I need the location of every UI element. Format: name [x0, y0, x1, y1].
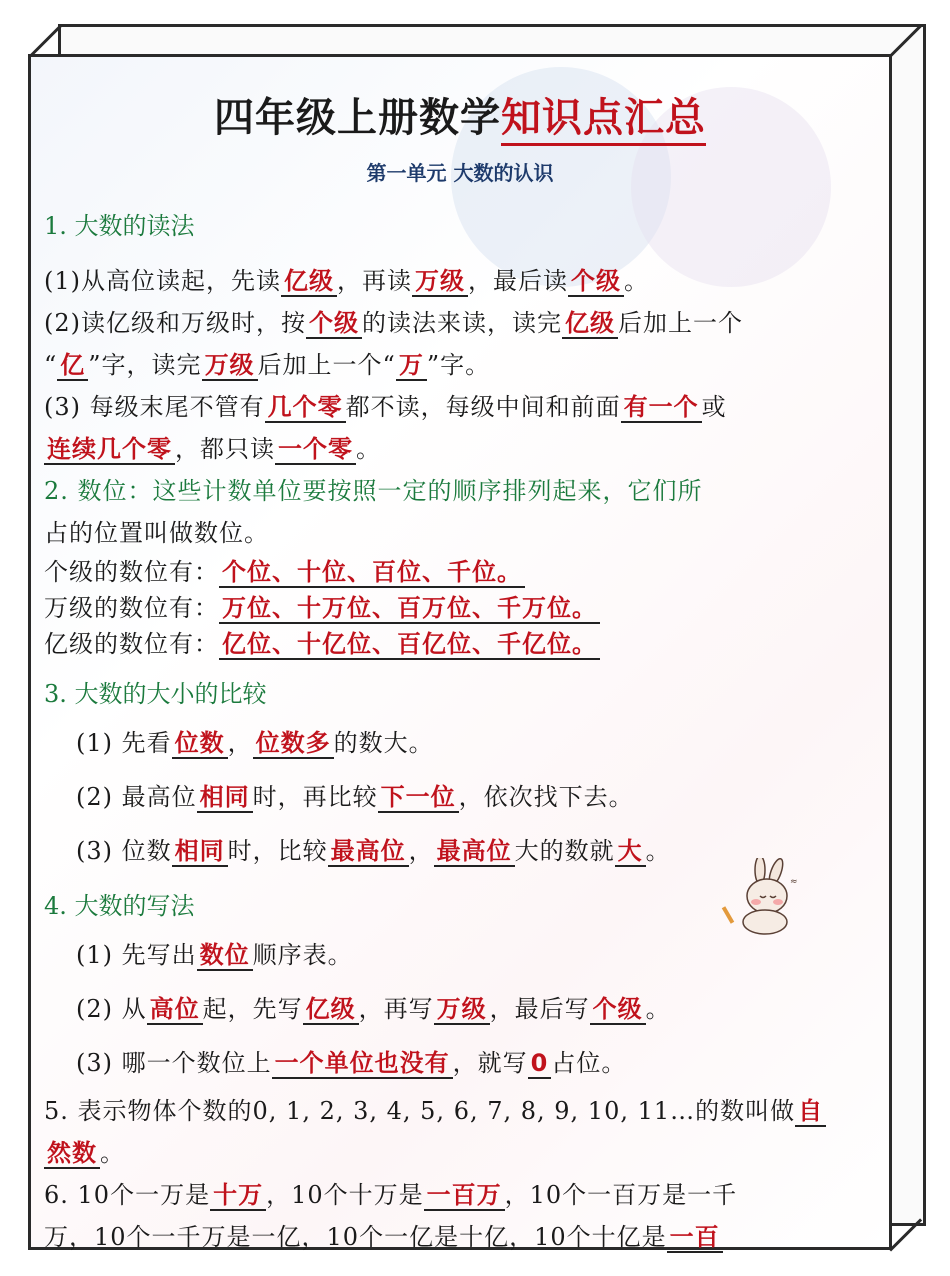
s5-line-1: [44, 1090, 876, 1132]
answer-fill: 十万: [210, 1181, 266, 1211]
text: ”字。: [426, 351, 491, 379]
answer-fill: 亿级: [303, 995, 359, 1025]
row-label: 个级的数位有：: [44, 558, 219, 586]
answer-fill: 下一位: [378, 783, 459, 813]
answer-fill: 个级: [568, 267, 624, 297]
text: 6. 10个一万是: [44, 1181, 211, 1209]
text: 。: [645, 995, 671, 1023]
s2-ge-row: [44, 554, 876, 590]
answer-fill: 一个零: [275, 435, 356, 465]
s1-line-3: [44, 344, 876, 386]
answer-fill: 万: [396, 351, 427, 381]
answer-fill: 一百万: [424, 1181, 505, 1211]
answer-fill: 自: [795, 1097, 826, 1127]
unit-subtitle: 第一单元 大数的认识: [366, 161, 554, 185]
page-title: [44, 86, 876, 143]
text: (1)从高位读起，先读: [44, 267, 281, 295]
s2-wan-row: [44, 590, 876, 626]
answer-fill: 一百: [667, 1223, 723, 1253]
s3-line-2: [44, 770, 876, 824]
text: ，10个十万是: [266, 1181, 424, 1209]
section-2-heading: 2. 数位：这些计数单位要按照一定的顺序排列起来，它们所: [44, 477, 703, 505]
text: 时，再比较: [252, 783, 378, 811]
text: (3) 每级末尾不管有: [44, 393, 265, 421]
answer-fill: 然数: [44, 1139, 100, 1169]
text: “: [44, 351, 58, 379]
text: 。: [356, 435, 381, 463]
text: 。: [645, 837, 671, 865]
answer-fill: 数位: [197, 941, 253, 971]
title-highlight: 知识点汇总: [501, 95, 706, 146]
text: 都不读，每级中间和前面: [345, 393, 621, 421]
answer-fill: 最高位: [434, 837, 515, 867]
text: 顺序表。: [252, 941, 353, 969]
text: 后加上一个“: [257, 351, 396, 379]
s1-line-2: [44, 302, 876, 344]
text: (2)读亿级和万级时，按: [44, 309, 306, 337]
answer-fill: 相同: [172, 837, 228, 867]
s6-line-1: [44, 1174, 876, 1216]
title-main: 四年级上册数学: [214, 95, 501, 141]
answer-fill: 一个单位也没有: [272, 1049, 453, 1079]
s1-line-1: [44, 260, 876, 302]
text: (3) 哪一个数位上: [76, 1049, 272, 1077]
answer-fill: 亿级: [281, 267, 337, 297]
s2-yi-row: [44, 626, 876, 662]
document-content: [44, 76, 876, 1251]
text: 的读法来读，读完: [362, 309, 562, 337]
answer-fill: 几个零: [265, 393, 346, 423]
row-label: 万级的数位有：: [44, 594, 219, 622]
answer-fill: 个级: [590, 995, 646, 1025]
text: 或: [701, 393, 727, 421]
text: 5. 表示物体个数的0, 1, 2, 3, 4, 5, 6, 7, 8, 9, 10, 11…的数叫做: [44, 1097, 796, 1125]
s2-line-2: 占的位置叫做数位。: [44, 519, 269, 547]
text: 。: [624, 267, 649, 295]
answer-fill: 亿位、十亿位、百亿位、千亿位。: [219, 630, 600, 660]
text: (2) 从: [76, 995, 147, 1023]
answer-fill: 万位、十万位、百万位、千万位。: [219, 594, 600, 624]
text: 时，比较: [227, 837, 328, 865]
s4-line-3: [44, 1036, 876, 1090]
text: ，最后写: [489, 995, 590, 1023]
text: 万，10个一千万是一亿，10个一亿是十亿，10个十亿是: [44, 1223, 667, 1251]
section-4-heading: 4. 大数的写法: [44, 892, 195, 920]
text: 的数大。: [333, 729, 434, 757]
section-3-heading: 3. 大数的大小的比较: [44, 680, 267, 708]
text: ，10个一百万是一千: [504, 1181, 738, 1209]
text: (1) 先看: [76, 729, 172, 757]
s1-line-5: [44, 428, 876, 470]
answer-fill: 万级: [202, 351, 258, 381]
answer-fill: 个位、十位、百位、千位。: [219, 558, 525, 588]
answer-fill: 连续几个零: [44, 435, 175, 465]
text: ，就写: [452, 1049, 528, 1077]
text: ，: [408, 837, 434, 865]
answer-fill: 有一个: [621, 393, 702, 423]
text: ，都只读: [175, 435, 275, 463]
text: ，: [227, 729, 253, 757]
text: 起，先写: [202, 995, 303, 1023]
answer-fill: 最高位: [328, 837, 409, 867]
bunny-illustration: [720, 858, 810, 938]
answer-fill: 相同: [197, 783, 253, 813]
text: ，再写: [358, 995, 434, 1023]
answer-fill: 位数多: [253, 729, 334, 759]
text: ”字，读完: [88, 351, 202, 379]
s2-line-1: [44, 470, 876, 512]
s3-line-1: [44, 716, 876, 770]
text: (2) 最高位: [76, 783, 197, 811]
answer-fill-zero: 0: [528, 1049, 552, 1079]
text: 大的数就: [514, 837, 615, 865]
answer-fill: 万级: [412, 267, 468, 297]
s4-line-2: [44, 982, 876, 1036]
text: (1) 先写出: [76, 941, 197, 969]
text: (3) 位数: [76, 837, 172, 865]
answer-fill: 高位: [147, 995, 203, 1025]
s6-line-2: [44, 1216, 876, 1258]
text: 后加上一个: [618, 309, 743, 337]
text: 。: [100, 1139, 125, 1167]
answer-fill: 万级: [434, 995, 490, 1025]
text: ，依次找下去。: [458, 783, 634, 811]
text: 占位。: [551, 1049, 627, 1077]
s5-line-2: [44, 1132, 876, 1174]
svg-text:≈: ≈: [790, 877, 798, 887]
row-label: 亿级的数位有：: [44, 630, 219, 658]
answer-fill: 位数: [172, 729, 228, 759]
section-1-heading: 1. 大数的读法: [44, 212, 195, 240]
text: ，最后读: [468, 267, 568, 295]
s1-line-4: [44, 386, 876, 428]
answer-fill: 亿级: [562, 309, 618, 339]
answer-fill: 大: [615, 837, 646, 867]
answer-fill: 个级: [306, 309, 362, 339]
text: ，再读: [337, 267, 412, 295]
answer-fill: 亿: [57, 351, 88, 381]
